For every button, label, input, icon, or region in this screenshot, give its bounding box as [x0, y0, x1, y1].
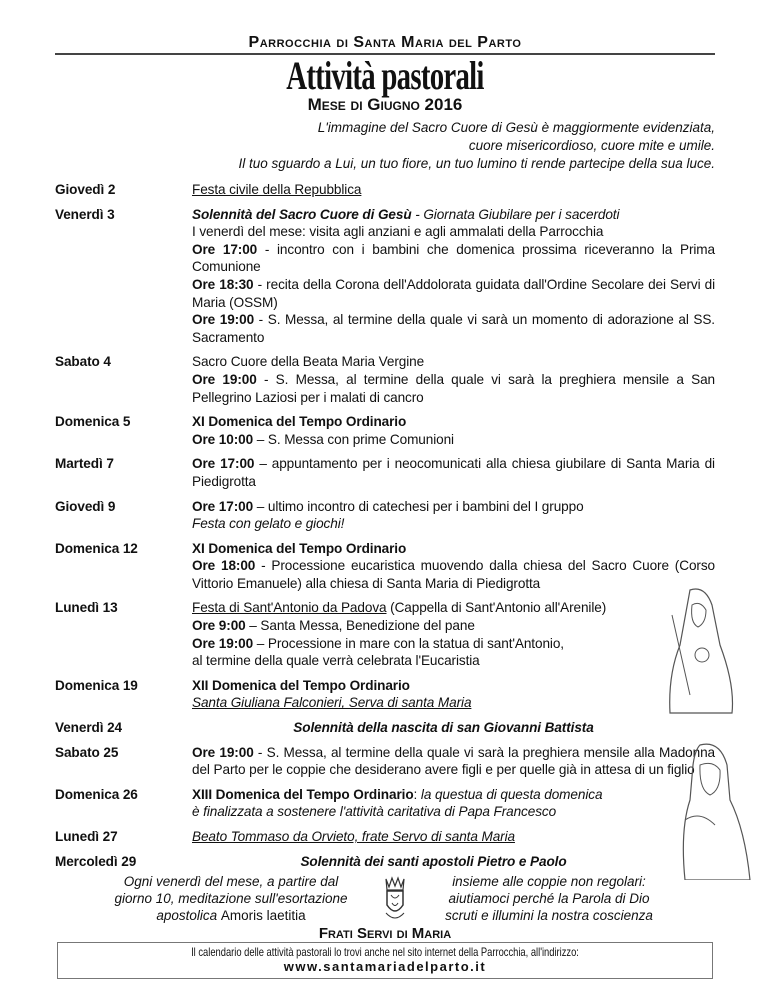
event-list — [55, 181, 715, 870]
event-title: Festa di Sant'Antonio da Padova — [192, 600, 387, 616]
event-day: Venerdì 24 — [55, 720, 123, 736]
event-time: Ore 10:00 — [192, 431, 254, 447]
event-text: Santa Giuliana Falconieri, Serva di santa Maria — [192, 695, 472, 711]
event-time: Ore 18:00 — [192, 558, 256, 574]
event-row — [55, 677, 715, 712]
event-row — [55, 853, 715, 871]
event-text: - incontro con i bambini che domenica prossima riceveranno la Prima Comunione — [192, 241, 715, 275]
event-text: - S. Messa, al termine della quale vi sarà un momento di adorazione al SS. Sacramento — [192, 312, 715, 345]
event-text: Sacro Cuore della Beata Maria Vergine — [192, 354, 425, 370]
event-text: I venerdì del mese: visita agli anziani e agli ammalati della Parrocchia — [192, 224, 604, 240]
event-text: - S. Messa, al termine della quale vi sarà la preghiera mensile a San Pellegrino Laziosi per i malati di cancro — [192, 371, 715, 405]
event-text: – Processione in mare con la statua di sant'Antonio, — [253, 635, 564, 651]
event-title: Solennità dei santi apostoli Pietro e Paolo — [300, 853, 567, 869]
event-text: - Processione eucaristica muovendo dalla chiesa del Sacro Cuore (Corso Vittorio Emanuele) alla chiesa di Santa Maria di Piedigrotta — [192, 558, 715, 591]
event-day: Venerdì 3 — [55, 206, 115, 222]
beato-tommaso-drawing-icon — [665, 740, 760, 880]
note-line: aiutiamoci perché la Parola di Dio — [448, 891, 650, 907]
event-day: Giovedì 2 — [55, 182, 116, 197]
event-row — [55, 181, 715, 199]
event-time: Ore 18:30 — [192, 276, 254, 292]
event-row — [55, 455, 715, 490]
event-title: XII Domenica del Tempo Ordinario — [192, 677, 410, 693]
signature: Frati Servi di Maria — [318, 925, 452, 943]
event-row — [55, 498, 715, 533]
calendar-note: Il calendario delle attività pastorali lo trovi anche nel sito internet della Parrocchia, all'indirizzo: — [191, 945, 579, 960]
event-day: Sabato 4 — [55, 354, 111, 370]
event-day: Domenica 5 — [55, 414, 131, 430]
page-title: Attività pastorali — [286, 53, 484, 98]
event-text: : — [413, 786, 421, 802]
event-day: Lunedì 13 — [55, 600, 118, 616]
event-text: è finalizzata a sostenere l'attività caritativa di Papa Francesco — [192, 804, 557, 820]
note-line: scruti e illumini la nostra coscienza — [445, 908, 653, 924]
event-title: XI Domenica del Tempo Ordinario — [192, 414, 407, 430]
event-row — [55, 540, 715, 593]
event-time: Ore 17:00 — [192, 241, 258, 257]
event-day: Martedì 7 — [55, 456, 114, 472]
note-line: Amoris laetitia — [220, 908, 306, 924]
intro-quote — [55, 119, 715, 173]
event-day: Giovedì 9 — [55, 498, 116, 514]
event-title: Solennità della nascita di san Giovanni Battista — [293, 720, 594, 736]
event-text: Festa civile della Repubblica — [192, 182, 362, 197]
website-box — [57, 942, 713, 979]
event-text: Festa con gelato e giochi! — [192, 516, 345, 532]
event-row — [55, 206, 715, 347]
event-text: - recita della Corona dell'Addolorata guidata dall'Ordine Secolare dei Servi di Maria (OSSM) — [192, 276, 715, 310]
event-time: Ore 19:00 — [192, 635, 254, 651]
event-time: Ore 19:00 — [192, 744, 254, 760]
parish-name: Parrocchia di Santa Maria del Parto — [55, 34, 715, 55]
quote-line: Il tuo sguardo a Lui, un tuo fiore, un tuo lumino ti rende partecipe della sua luce. — [238, 156, 715, 171]
event-day: Sabato 25 — [55, 744, 119, 760]
event-title: Beato Tommaso da Orvieto, frate Servo di santa Maria — [192, 829, 515, 844]
event-row — [55, 599, 715, 669]
crest-icon — [380, 875, 410, 923]
note-line: Ogni venerdì del mese, a partire dal — [123, 874, 339, 890]
event-time: Ore 17:00 — [192, 456, 255, 472]
event-text: – ultimo incontro di catechesi per i bambini del I gruppo — [253, 498, 584, 514]
quote-line: L'immagine del Sacro Cuore di Gesù è maggiormente evidenziata, — [317, 120, 715, 135]
event-day: Mercoledì 29 — [55, 853, 137, 869]
event-time: Ore 9:00 — [192, 618, 246, 634]
event-title: XI Domenica del Tempo Ordinario — [192, 540, 407, 556]
event-day: Domenica 12 — [55, 540, 138, 556]
event-time: Ore 17:00 — [192, 498, 254, 514]
event-title: XIII Domenica del Tempo Ordinario — [192, 786, 414, 802]
event-day: Domenica 26 — [55, 786, 138, 802]
event-text: al termine della quale verrà celebrata l'Eucaristia — [192, 653, 480, 669]
event-time: Ore 19:00 — [192, 312, 255, 328]
note-line: insieme alle coppie non regolari: — [452, 874, 646, 890]
saint-giuliana-drawing-icon — [660, 585, 740, 715]
event-text: - S. Messa, al termine della quale vi sarà la preghiera mensile alla Madonna del Parto per le coppie che desiderano avere figli e per quelle già in attesa di un figlio — [192, 744, 715, 778]
event-row — [55, 786, 715, 821]
event-text: la questua di questa domenica — [420, 786, 603, 802]
event-day: Domenica 19 — [55, 677, 138, 693]
event-time: Ore 19:00 — [192, 371, 257, 387]
event-text: – appuntamento per i neocomunicati alla chiesa giubilare di Santa Maria di Piedigrotta — [192, 456, 715, 489]
quote-line: cuore misericordioso, cuore mite e umile. — [468, 138, 715, 153]
website-link[interactable]: www.santamariadelparto.it — [283, 959, 487, 975]
event-text: – S. Messa con prime Comunioni — [253, 431, 454, 447]
event-day: Lunedì 27 — [55, 829, 118, 844]
flyer — [55, 34, 715, 979]
event-text: (Cappella di Sant'Antonio all'Arenile) — [386, 600, 607, 616]
note-line: apostolica — [156, 908, 221, 924]
event-text: – Santa Messa, Benedizione del pane — [245, 618, 475, 634]
footer-notes — [55, 873, 715, 924]
event-text: - Giornata Giubilare per i sacerdoti — [411, 206, 620, 222]
note-line: giorno 10, meditazione sull'esortazione — [114, 891, 348, 907]
event-row — [55, 744, 715, 779]
event-row — [55, 413, 715, 448]
event-title: Solennità del Sacro Cuore di Gesù — [192, 206, 412, 222]
event-row — [55, 719, 715, 737]
event-row — [55, 353, 715, 406]
event-row — [55, 828, 715, 846]
month-subtitle: Mese di Giugno 2016 — [307, 95, 463, 114]
